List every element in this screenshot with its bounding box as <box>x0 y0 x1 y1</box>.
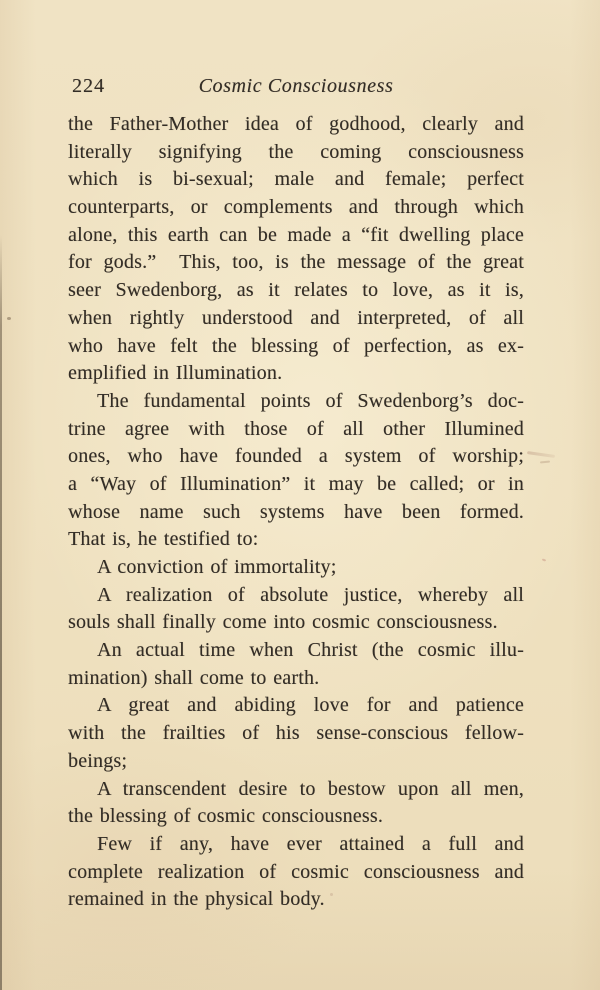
paper-speck <box>7 317 11 320</box>
scan-edge-shadow <box>0 235 2 990</box>
text-line: whose name such systems have been formed. <box>68 500 524 523</box>
running-title: Cosmic Consciousness <box>198 75 394 97</box>
text-line: remained in the physical body. <box>68 888 325 911</box>
text-line: A transcendent desire to bestow upon all men, <box>97 777 524 800</box>
text-line: A conviction of immortality; <box>97 556 337 578</box>
paragraph <box>68 776 524 831</box>
paragraph <box>68 637 524 692</box>
text-line: alone, this earth can be made a “fit dwelling place <box>68 223 524 246</box>
text-line: a “Way of Illumination” it may be called; or in <box>68 472 524 495</box>
text-line: emplified in Illumination. <box>68 362 283 385</box>
text-line: with the frailties of his sense-conscious fellow- <box>68 722 524 745</box>
text-line: the Father-Mother idea of godhood, clearly and <box>68 113 524 135</box>
text-line: for gods.” This, too, is the message of the great <box>68 251 524 274</box>
text-line: who have felt the blessing of perfection, as ex- <box>68 334 524 357</box>
text-line: the blessing of cosmic consciousness. <box>68 805 384 828</box>
text-line: complete realization of cosmic consciousness and <box>68 860 524 883</box>
text-line: souls shall finally come into cosmic consciousness. <box>68 611 498 634</box>
paragraph <box>68 111 524 388</box>
page-number: 224 <box>72 75 105 97</box>
text-line: when rightly understood and interpreted, of all <box>68 306 524 329</box>
text-line: The fundamental points of Swedenborg’s doc- <box>97 389 524 412</box>
paragraph <box>68 388 524 554</box>
margin-smudge <box>527 451 555 458</box>
text-line: An actual time when Christ (the cosmic illu- <box>97 639 524 662</box>
text-line: Few if any, have ever attained a full and <box>97 832 524 855</box>
text-line: A realization of absolute justice, whereby all <box>97 583 524 606</box>
text-line: ones, who have founded a system of worship; <box>68 445 524 468</box>
text-line: counterparts, or complements and through which <box>68 196 524 219</box>
text-line: which is bi-sexual; male and female; perfect <box>68 168 524 191</box>
text-line: literally signifying the coming consciousness <box>68 140 524 163</box>
page-body <box>68 111 524 914</box>
text-line: mination) shall come to earth. <box>68 666 320 689</box>
page-header <box>68 73 524 101</box>
paragraph <box>68 692 524 775</box>
text-line: That is, he testified to: <box>68 528 259 551</box>
text-line: beings; <box>68 749 128 772</box>
paragraph <box>68 831 524 914</box>
paper-speck <box>330 893 333 896</box>
text-line: trine agree with those of all other Illumined <box>68 417 524 440</box>
margin-smudge <box>540 460 550 463</box>
text-line: A great and abiding love for and patience <box>97 694 524 717</box>
paragraph <box>68 582 524 637</box>
paper-speck <box>542 558 546 561</box>
text-line: seer Swedenborg, as it relates to love, as it is, <box>68 279 524 302</box>
paragraph <box>68 554 524 582</box>
